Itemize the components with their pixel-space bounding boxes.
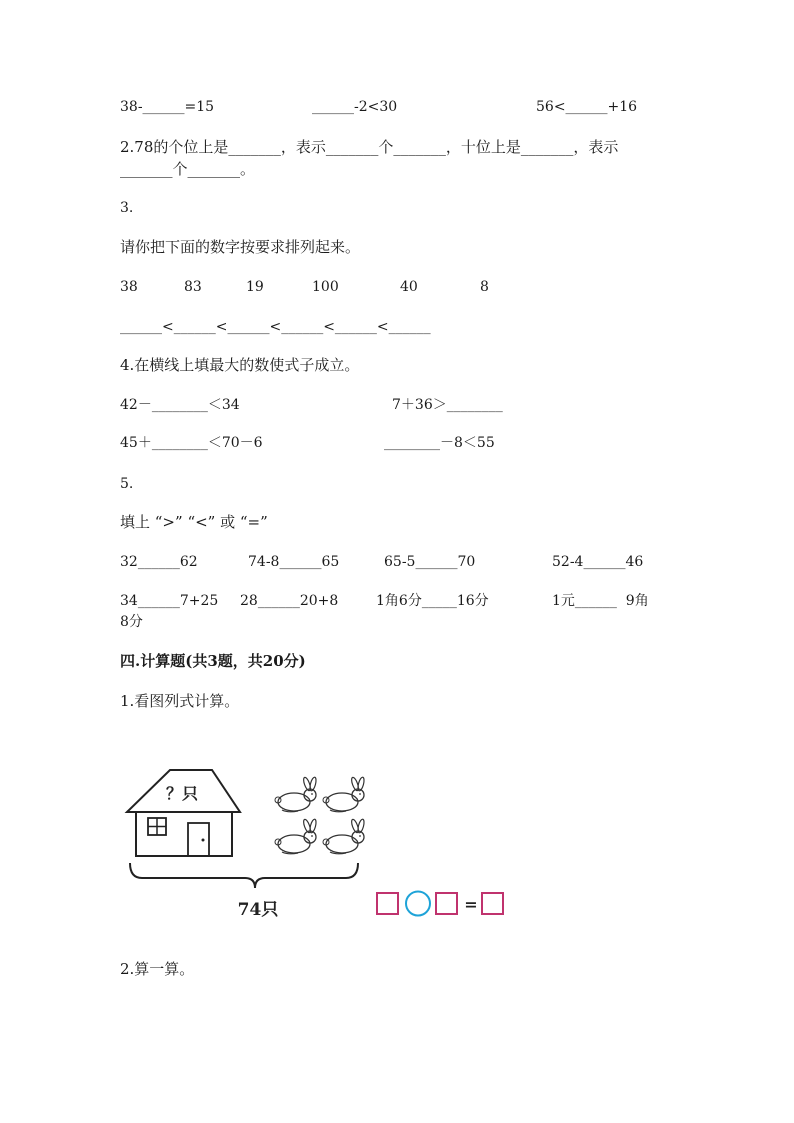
number-100: 100 [312,279,339,295]
compare-6: 28______20+8 [240,593,339,609]
ordering-blank-row: ______<______<______<______<______<______ [120,319,431,335]
number-19: 19 [246,279,264,295]
answer-box-2[interactable] [436,893,457,914]
fill-equation-b: ______-2<30 [312,99,398,115]
inequality-1: 42－________＜34 [120,397,240,413]
question-5-number: 5. [120,476,134,492]
house-count-label: ？只 [165,784,199,803]
rabbit-icon [275,819,317,854]
section-4-question-1: 1.看图列式计算。 [120,692,240,710]
compare-5: 34______7+25 [120,593,219,609]
inequality-4: ________－8＜55 [384,435,495,451]
question-2-line-1: 2.78的个位上是_______，表示_______个_______，十位上是_______，表示 [120,138,619,156]
question-3-instruction: 请你把下面的数字按要求排列起来。 [120,238,361,256]
compare-7: 1角6分_____16分 [376,593,489,609]
equals-sign: = [464,895,478,914]
answer-box-1[interactable] [377,893,398,914]
rabbit-icon [323,819,365,854]
rabbit-icon [323,777,365,812]
compare-8-wrap: 8分 [120,614,143,630]
number-8: 8 [480,279,489,295]
compare-3: 65-5______70 [384,554,476,570]
operator-circle[interactable] [406,892,430,916]
compare-8: 1元______ 9角 [552,593,649,609]
compare-2: 74-8______65 [248,554,340,570]
house-rabbits-figure [120,760,520,930]
answer-box-result[interactable] [482,893,503,914]
inequality-3: 45＋________＜70－6 [120,435,263,451]
number-38: 38 [120,279,138,295]
number-40: 40 [400,279,418,295]
fill-equation-a: 38-______=15 [120,99,215,115]
total-label: 74只 [237,900,279,920]
question-4-title: 4.在横线上填最大的数使式子成立。 [120,356,360,374]
question-5-instruction: 填上 “>” “<” 或 “=” [120,513,268,531]
question-2-line-2: _______个_______。 [120,160,256,178]
window-icon [148,818,166,835]
number-83: 83 [184,279,202,295]
door-icon [188,823,209,856]
inequality-2: 7＋36＞________ [392,397,503,413]
compare-4: 52-4______46 [552,554,644,570]
fill-equation-c: 56<______+16 [536,99,638,115]
question-3-number: 3. [120,200,134,216]
section-4-question-2: 2.算一算。 [120,960,195,978]
rabbit-icon [275,777,317,812]
section-4-title: 四.计算题(共3题，共20分) [120,652,306,670]
compare-1: 32______62 [120,554,198,570]
total-brace [130,863,358,888]
